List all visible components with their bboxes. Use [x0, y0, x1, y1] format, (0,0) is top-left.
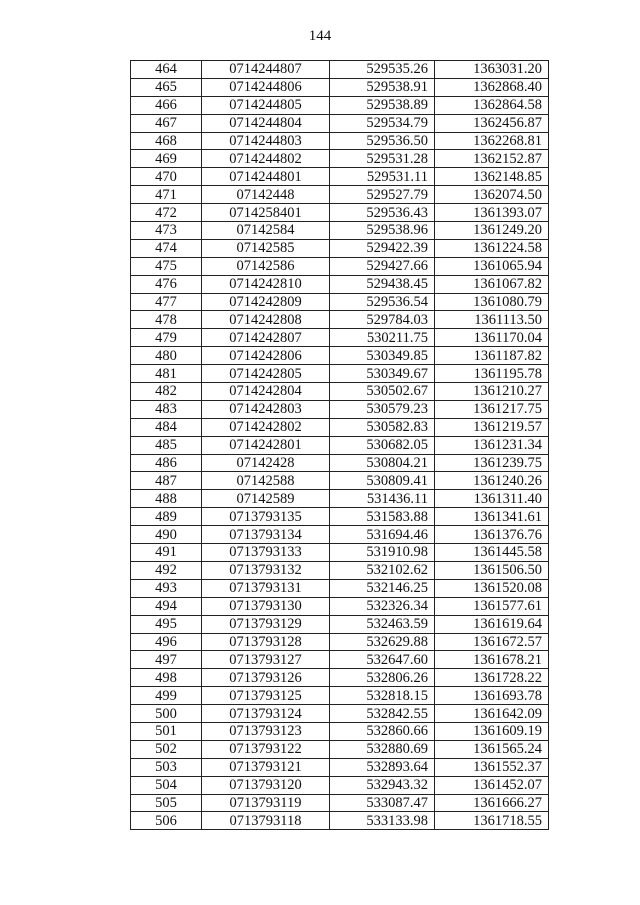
point-number-cell: 470 [131, 168, 202, 186]
y-coordinate-cell: 1362152.87 [435, 150, 549, 168]
point-number-cell: 492 [131, 561, 202, 579]
x-coordinate-cell: 532647.60 [330, 651, 435, 669]
point-code-cell: 0714242802 [202, 418, 330, 436]
point-code-cell: 0714244806 [202, 78, 330, 96]
y-coordinate-cell: 1361520.08 [435, 579, 549, 597]
table-row [131, 508, 549, 526]
point-number-cell: 490 [131, 526, 202, 544]
point-code-cell: 0713793131 [202, 579, 330, 597]
x-coordinate-cell: 533087.47 [330, 794, 435, 812]
y-coordinate-cell: 1361506.50 [435, 561, 549, 579]
table-row [131, 257, 549, 275]
point-code-cell: 0713793132 [202, 561, 330, 579]
y-coordinate-cell: 1361666.27 [435, 794, 549, 812]
point-code-cell: 0713793122 [202, 740, 330, 758]
table-row [131, 472, 549, 490]
x-coordinate-cell: 529535.26 [330, 61, 435, 79]
point-code-cell: 0713793126 [202, 669, 330, 687]
coordinates-table [130, 60, 549, 830]
table-row [131, 311, 549, 329]
x-coordinate-cell: 532463.59 [330, 615, 435, 633]
point-number-cell: 485 [131, 436, 202, 454]
x-coordinate-cell: 530502.67 [330, 383, 435, 401]
point-number-cell: 495 [131, 615, 202, 633]
point-code-cell: 0713793125 [202, 687, 330, 705]
point-number-cell: 506 [131, 812, 202, 830]
point-code-cell: 0713793120 [202, 776, 330, 794]
point-number-cell: 467 [131, 114, 202, 132]
table-row [131, 812, 549, 830]
table-row [131, 669, 549, 687]
y-coordinate-cell: 1361065.94 [435, 257, 549, 275]
x-coordinate-cell: 529536.43 [330, 204, 435, 222]
point-code-cell: 0713793124 [202, 705, 330, 723]
point-number-cell: 466 [131, 96, 202, 114]
x-coordinate-cell: 529534.79 [330, 114, 435, 132]
y-coordinate-cell: 1361219.57 [435, 418, 549, 436]
point-code-cell: 0714244803 [202, 132, 330, 150]
x-coordinate-cell: 529536.54 [330, 293, 435, 311]
point-code-cell: 07142588 [202, 472, 330, 490]
point-number-cell: 503 [131, 758, 202, 776]
table-row [131, 776, 549, 794]
table-row [131, 615, 549, 633]
x-coordinate-cell: 530579.23 [330, 400, 435, 418]
x-coordinate-cell: 531583.88 [330, 508, 435, 526]
point-number-cell: 479 [131, 329, 202, 347]
point-code-cell: 07142589 [202, 490, 330, 508]
y-coordinate-cell: 1361678.21 [435, 651, 549, 669]
point-number-cell: 496 [131, 633, 202, 651]
point-number-cell: 505 [131, 794, 202, 812]
y-coordinate-cell: 1361249.20 [435, 222, 549, 240]
point-number-cell: 483 [131, 400, 202, 418]
point-number-cell: 480 [131, 347, 202, 365]
y-coordinate-cell: 1361376.76 [435, 526, 549, 544]
table-row [131, 651, 549, 669]
point-code-cell: 0714242809 [202, 293, 330, 311]
table-row [131, 222, 549, 240]
table-row [131, 597, 549, 615]
point-code-cell: 0714242808 [202, 311, 330, 329]
point-number-cell: 502 [131, 740, 202, 758]
table-row [131, 61, 549, 79]
x-coordinate-cell: 530804.21 [330, 454, 435, 472]
table-row [131, 275, 549, 293]
point-code-cell: 0713793123 [202, 722, 330, 740]
x-coordinate-cell: 529422.39 [330, 239, 435, 257]
x-coordinate-cell: 529538.91 [330, 78, 435, 96]
table-row [131, 114, 549, 132]
table-row [131, 633, 549, 651]
point-number-cell: 474 [131, 239, 202, 257]
table-row [131, 383, 549, 401]
x-coordinate-cell: 530582.83 [330, 418, 435, 436]
x-coordinate-cell: 530682.05 [330, 436, 435, 454]
point-code-cell: 0714244804 [202, 114, 330, 132]
point-number-cell: 489 [131, 508, 202, 526]
point-code-cell: 0713793130 [202, 597, 330, 615]
point-code-cell: 0714242810 [202, 275, 330, 293]
point-number-cell: 478 [131, 311, 202, 329]
y-coordinate-cell: 1361231.34 [435, 436, 549, 454]
y-coordinate-cell: 1361452.07 [435, 776, 549, 794]
point-number-cell: 493 [131, 579, 202, 597]
point-code-cell: 07142584 [202, 222, 330, 240]
x-coordinate-cell: 530211.75 [330, 329, 435, 347]
point-code-cell: 0714242806 [202, 347, 330, 365]
y-coordinate-cell: 1361341.61 [435, 508, 549, 526]
y-coordinate-cell: 1362456.87 [435, 114, 549, 132]
point-code-cell: 0713793128 [202, 633, 330, 651]
table-row [131, 454, 549, 472]
point-code-cell: 0713793135 [202, 508, 330, 526]
table-row [131, 347, 549, 365]
y-coordinate-cell: 1361224.58 [435, 239, 549, 257]
point-number-cell: 504 [131, 776, 202, 794]
point-code-cell: 07142586 [202, 257, 330, 275]
table-row [131, 722, 549, 740]
point-code-cell: 07142448 [202, 186, 330, 204]
point-code-cell: 0714244805 [202, 96, 330, 114]
table-row [131, 758, 549, 776]
y-coordinate-cell: 1361195.78 [435, 365, 549, 383]
x-coordinate-cell: 533133.98 [330, 812, 435, 830]
y-coordinate-cell: 1361240.26 [435, 472, 549, 490]
point-number-cell: 477 [131, 293, 202, 311]
point-code-cell: 0713793118 [202, 812, 330, 830]
point-code-cell: 0714244807 [202, 61, 330, 79]
y-coordinate-cell: 1361311.40 [435, 490, 549, 508]
x-coordinate-cell: 532880.69 [330, 740, 435, 758]
x-coordinate-cell: 529536.50 [330, 132, 435, 150]
point-number-cell: 501 [131, 722, 202, 740]
table-row [131, 526, 549, 544]
y-coordinate-cell: 1361577.61 [435, 597, 549, 615]
table-row [131, 418, 549, 436]
table-row [131, 490, 549, 508]
y-coordinate-cell: 1361552.37 [435, 758, 549, 776]
x-coordinate-cell: 529427.66 [330, 257, 435, 275]
x-coordinate-cell: 529438.45 [330, 275, 435, 293]
point-code-cell: 0714242807 [202, 329, 330, 347]
x-coordinate-cell: 532860.66 [330, 722, 435, 740]
y-coordinate-cell: 1361642.09 [435, 705, 549, 723]
x-coordinate-cell: 531436.11 [330, 490, 435, 508]
point-code-cell: 0713793119 [202, 794, 330, 812]
x-coordinate-cell: 532806.26 [330, 669, 435, 687]
x-coordinate-cell: 529531.11 [330, 168, 435, 186]
point-number-cell: 471 [131, 186, 202, 204]
point-number-cell: 468 [131, 132, 202, 150]
point-code-cell: 0714242801 [202, 436, 330, 454]
y-coordinate-cell: 1361210.27 [435, 383, 549, 401]
x-coordinate-cell: 530809.41 [330, 472, 435, 490]
point-code-cell: 0713793121 [202, 758, 330, 776]
y-coordinate-cell: 1361672.57 [435, 633, 549, 651]
x-coordinate-cell: 529784.03 [330, 311, 435, 329]
table-row [131, 740, 549, 758]
y-coordinate-cell: 1361067.82 [435, 275, 549, 293]
point-number-cell: 499 [131, 687, 202, 705]
y-coordinate-cell: 1361718.55 [435, 812, 549, 830]
point-number-cell: 494 [131, 597, 202, 615]
x-coordinate-cell: 532943.32 [330, 776, 435, 794]
point-code-cell: 0713793133 [202, 544, 330, 562]
point-number-cell: 497 [131, 651, 202, 669]
table-row [131, 687, 549, 705]
table-row [131, 186, 549, 204]
y-coordinate-cell: 1361170.04 [435, 329, 549, 347]
point-code-cell: 0713793129 [202, 615, 330, 633]
table-row [131, 400, 549, 418]
table-row [131, 96, 549, 114]
y-coordinate-cell: 1362074.50 [435, 186, 549, 204]
point-code-cell: 0713793127 [202, 651, 330, 669]
y-coordinate-cell: 1361187.82 [435, 347, 549, 365]
point-number-cell: 476 [131, 275, 202, 293]
y-coordinate-cell: 1362268.81 [435, 132, 549, 150]
point-code-cell: 0714244801 [202, 168, 330, 186]
point-code-cell: 0714242805 [202, 365, 330, 383]
x-coordinate-cell: 532102.62 [330, 561, 435, 579]
point-code-cell: 07142428 [202, 454, 330, 472]
table-row [131, 436, 549, 454]
y-coordinate-cell: 1361609.19 [435, 722, 549, 740]
table-row [131, 204, 549, 222]
point-number-cell: 484 [131, 418, 202, 436]
point-number-cell: 469 [131, 150, 202, 168]
point-number-cell: 487 [131, 472, 202, 490]
point-code-cell: 0714244802 [202, 150, 330, 168]
table-row [131, 239, 549, 257]
x-coordinate-cell: 532326.34 [330, 597, 435, 615]
y-coordinate-cell: 1361080.79 [435, 293, 549, 311]
coordinates-table-body [131, 61, 549, 830]
point-code-cell: 07142585 [202, 239, 330, 257]
point-code-cell: 0713793134 [202, 526, 330, 544]
y-coordinate-cell: 1363031.20 [435, 61, 549, 79]
point-number-cell: 491 [131, 544, 202, 562]
x-coordinate-cell: 531694.46 [330, 526, 435, 544]
table-row [131, 150, 549, 168]
table-row [131, 293, 549, 311]
table-row [131, 579, 549, 597]
x-coordinate-cell: 530349.67 [330, 365, 435, 383]
y-coordinate-cell: 1361565.24 [435, 740, 549, 758]
point-number-cell: 472 [131, 204, 202, 222]
point-number-cell: 500 [131, 705, 202, 723]
y-coordinate-cell: 1361393.07 [435, 204, 549, 222]
point-code-cell: 0714242804 [202, 383, 330, 401]
point-code-cell: 0714258401 [202, 204, 330, 222]
table-row [131, 705, 549, 723]
x-coordinate-cell: 530349.85 [330, 347, 435, 365]
point-number-cell: 473 [131, 222, 202, 240]
x-coordinate-cell: 529527.79 [330, 186, 435, 204]
y-coordinate-cell: 1361693.78 [435, 687, 549, 705]
point-number-cell: 475 [131, 257, 202, 275]
table-row [131, 365, 549, 383]
x-coordinate-cell: 532893.64 [330, 758, 435, 776]
y-coordinate-cell: 1361445.58 [435, 544, 549, 562]
y-coordinate-cell: 1361619.64 [435, 615, 549, 633]
point-number-cell: 488 [131, 490, 202, 508]
table-row [131, 544, 549, 562]
point-code-cell: 0714242803 [202, 400, 330, 418]
y-coordinate-cell: 1361217.75 [435, 400, 549, 418]
point-number-cell: 486 [131, 454, 202, 472]
x-coordinate-cell: 529538.96 [330, 222, 435, 240]
y-coordinate-cell: 1361113.50 [435, 311, 549, 329]
table-row [131, 132, 549, 150]
point-number-cell: 481 [131, 365, 202, 383]
table-row [131, 794, 549, 812]
table-row [131, 329, 549, 347]
point-number-cell: 465 [131, 78, 202, 96]
y-coordinate-cell: 1362148.85 [435, 168, 549, 186]
y-coordinate-cell: 1362864.58 [435, 96, 549, 114]
x-coordinate-cell: 531910.98 [330, 544, 435, 562]
table-row [131, 168, 549, 186]
point-number-cell: 482 [131, 383, 202, 401]
x-coordinate-cell: 529538.89 [330, 96, 435, 114]
page-number: 144 [308, 28, 332, 44]
x-coordinate-cell: 532818.15 [330, 687, 435, 705]
table-row [131, 561, 549, 579]
x-coordinate-cell: 529531.28 [330, 150, 435, 168]
point-number-cell: 464 [131, 61, 202, 79]
table-row [131, 78, 549, 96]
x-coordinate-cell: 532842.55 [330, 705, 435, 723]
y-coordinate-cell: 1361728.22 [435, 669, 549, 687]
x-coordinate-cell: 532629.88 [330, 633, 435, 651]
y-coordinate-cell: 1362868.40 [435, 78, 549, 96]
y-coordinate-cell: 1361239.75 [435, 454, 549, 472]
point-number-cell: 498 [131, 669, 202, 687]
x-coordinate-cell: 532146.25 [330, 579, 435, 597]
